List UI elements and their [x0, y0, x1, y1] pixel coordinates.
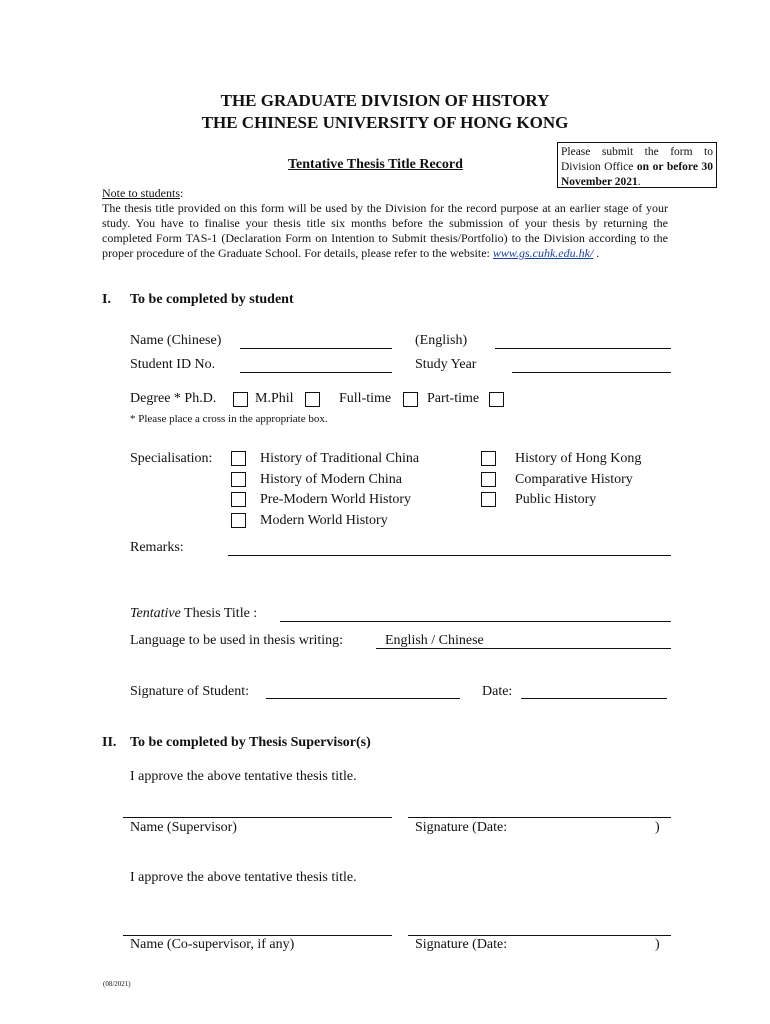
- cosupervisor-approval-text: I approve the above tentative thesis title.: [130, 870, 357, 885]
- fulltime-checkbox[interactable]: [403, 392, 418, 407]
- spec-public-history-checkbox[interactable]: [481, 492, 496, 507]
- thesis-title-label: Tentative Thesis Title :: [130, 606, 258, 621]
- form-title: Tentative Thesis Title Record: [288, 157, 463, 172]
- cosupervisor-name-label: Name (Co-supervisor, if any): [130, 937, 295, 952]
- student-date-label: Date:: [482, 684, 513, 699]
- signature-student-field[interactable]: [266, 698, 460, 699]
- name-chinese-field[interactable]: [240, 348, 392, 349]
- spec-premodern-world-label: Pre-Modern World History: [260, 492, 412, 507]
- supervisor-signature-field[interactable]: [408, 817, 671, 818]
- phd-checkbox[interactable]: [233, 392, 248, 407]
- study-year-field[interactable]: [512, 372, 671, 373]
- language-label: Language to be used in thesis writing:: [130, 633, 344, 648]
- supervisor-approval-text: I approve the above tentative thesis title.: [130, 769, 357, 784]
- spec-modern-world-label: Modern World History: [260, 513, 388, 528]
- note-heading: Note to students:: [102, 186, 184, 200]
- mphil-label: M.Phil: [255, 391, 294, 406]
- section-2-title: To be completed by Thesis Supervisor(s): [130, 735, 371, 750]
- spec-public-history-label: Public History: [515, 492, 597, 507]
- supervisor-name-label: Name (Supervisor): [130, 820, 237, 835]
- section-1-number: I.: [102, 292, 111, 307]
- cross-note: * Please place a cross in the appropriate box.: [130, 413, 328, 425]
- name-english-field[interactable]: [495, 348, 671, 349]
- name-english-label: (English): [415, 333, 468, 348]
- remarks-label: Remarks:: [130, 540, 184, 555]
- deadline-date: on or before 30 November 2021: [561, 161, 714, 188]
- parttime-label: Part-time: [427, 391, 480, 406]
- study-year-label: Study Year: [415, 357, 477, 372]
- supervisor-date-close: ): [655, 820, 660, 835]
- degree-phd-label: Degree * Ph.D.: [130, 391, 217, 406]
- spec-traditional-china-label: History of Traditional China: [260, 451, 420, 466]
- spec-comparative-checkbox[interactable]: [481, 472, 496, 487]
- student-date-field[interactable]: [521, 698, 667, 699]
- supervisor-name-field[interactable]: [123, 817, 392, 818]
- student-id-field[interactable]: [240, 372, 392, 373]
- spec-traditional-china-checkbox[interactable]: [231, 451, 246, 466]
- section-2-number: II.: [102, 735, 117, 750]
- website-link[interactable]: www.gs.cuhk.edu.hk/: [492, 246, 594, 260]
- form-version: (08/2021): [103, 980, 131, 988]
- cosupervisor-date-close: ): [655, 937, 660, 952]
- spec-modern-china-label: History of Modern China: [260, 472, 402, 487]
- section-1-title: To be completed by student: [130, 292, 294, 307]
- student-id-label: Student ID No.: [130, 357, 216, 372]
- spec-hong-kong-checkbox[interactable]: [481, 451, 496, 466]
- parttime-checkbox[interactable]: [489, 392, 504, 407]
- supervisor-signature-label: Signature (Date:: [415, 820, 508, 835]
- note-body: The thesis title provided on this form will be used by the Division for the record purpose at an earlier stage of your study. You have to finalise your thesis title six months before the submission of your thesis by returning the completed Form TAS-1 (Declaration Form on Intention to Submit thesis/Portfolio) to the Division according to the proper procedure of the Graduate School. For details, please refer to the website: www.gs.cuhk.edu.hk/ .: [102, 201, 668, 260]
- remarks-field[interactable]: [228, 555, 671, 556]
- spec-premodern-world-checkbox[interactable]: [231, 492, 246, 507]
- thesis-title-field[interactable]: [280, 621, 671, 622]
- signature-student-label: Signature of Student:: [130, 684, 249, 699]
- cosupervisor-name-field[interactable]: [123, 935, 392, 936]
- spec-comparative-label: Comparative History: [515, 472, 633, 487]
- fulltime-label: Full-time: [339, 391, 392, 406]
- university-name-title: THE CHINESE UNIVERSITY OF HONG KONG: [201, 113, 569, 132]
- spec-hong-kong-label: History of Hong Kong: [515, 451, 642, 466]
- specialisation-label: Specialisation:: [130, 451, 213, 466]
- submission-deadline-notice: Please submit the form to Division Office on or before 30 November 2021.: [557, 142, 717, 188]
- spec-modern-world-checkbox[interactable]: [231, 513, 246, 528]
- spec-modern-china-checkbox[interactable]: [231, 472, 246, 487]
- university-division-title: THE GRADUATE DIVISION OF HISTORY: [220, 91, 550, 110]
- name-chinese-label: Name (Chinese): [130, 333, 222, 348]
- cosupervisor-signature-label: Signature (Date:: [415, 937, 508, 952]
- mphil-checkbox[interactable]: [305, 392, 320, 407]
- language-value: English / Chinese: [385, 633, 484, 648]
- cosupervisor-signature-field[interactable]: [408, 935, 671, 936]
